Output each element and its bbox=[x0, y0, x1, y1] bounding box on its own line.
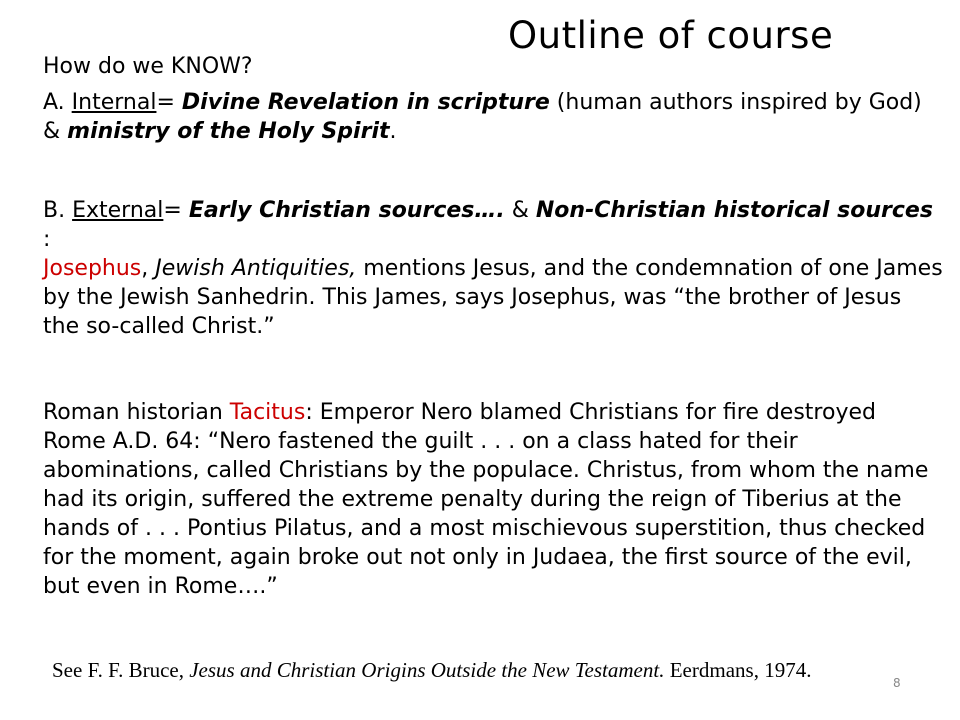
page-number: 8 bbox=[893, 676, 901, 690]
divine-revelation: Divine Revelation in scripture bbox=[181, 90, 550, 115]
point-a-prefix: A. bbox=[43, 90, 72, 115]
point-a-end: . bbox=[389, 119, 397, 144]
slide-title: Outline of course bbox=[508, 14, 834, 57]
non-christian-sources: Non-Christian historical sources bbox=[535, 198, 933, 223]
josephus-paragraph bbox=[43, 254, 943, 341]
point-b-colon: : bbox=[43, 227, 51, 252]
point-a-paren: (human authors inspired by God) & bbox=[43, 90, 922, 144]
josephus-name: Josephus bbox=[43, 256, 142, 281]
tacitus-text: : Emperor Nero blamed Christians for fire destroyed Rome A.D. 64: “Nero fastened the guilt . . . on a class hated for their abominations, called Christians by the populace. Christus, from whom the name had its origin, suffered the extreme penalty during the reign of Tiberius at the hands of . . . Pontius Pilatus, and a most mischievous superstition, thus checked for the moment, again broke out not only in Judaea, the first source of the evil, but even in Rome….” bbox=[43, 400, 929, 599]
point-b bbox=[43, 196, 943, 341]
point-b-eq: = bbox=[163, 198, 189, 223]
tacitus-paragraph bbox=[43, 398, 943, 601]
point-a-eq: = bbox=[156, 90, 182, 115]
citation-see: See F. F. Bruce, bbox=[52, 658, 190, 682]
external-term: External bbox=[72, 198, 164, 223]
citation-book: Jesus and Christian Origins Outside the New Testament. bbox=[189, 658, 665, 682]
holy-spirit: ministry of the Holy Spirit bbox=[67, 119, 390, 144]
point-b-heading bbox=[43, 196, 943, 254]
citation bbox=[52, 658, 811, 683]
tacitus-lead: Roman historian bbox=[43, 400, 230, 425]
early-christian-sources: Early Christian sources…. bbox=[188, 198, 505, 223]
josephus-comma: , bbox=[141, 256, 156, 281]
point-a bbox=[43, 88, 943, 146]
jewish-antiquities: Jewish Antiquities, bbox=[155, 256, 357, 281]
point-b-amp: & bbox=[504, 198, 536, 223]
internal-term: Internal bbox=[71, 90, 157, 115]
tacitus-name: Tacitus bbox=[229, 400, 306, 425]
question-line: How do we KNOW? bbox=[43, 54, 253, 79]
citation-publisher: Eerdmans, 1974. bbox=[664, 658, 812, 682]
point-b-prefix: B. bbox=[43, 198, 73, 223]
josephus-text: mentions Jesus, and the condemnation of one James by the Jewish Sanhedrin. This James, says Josephus, was “the brother of Jesus the so-called Christ.” bbox=[43, 256, 943, 339]
